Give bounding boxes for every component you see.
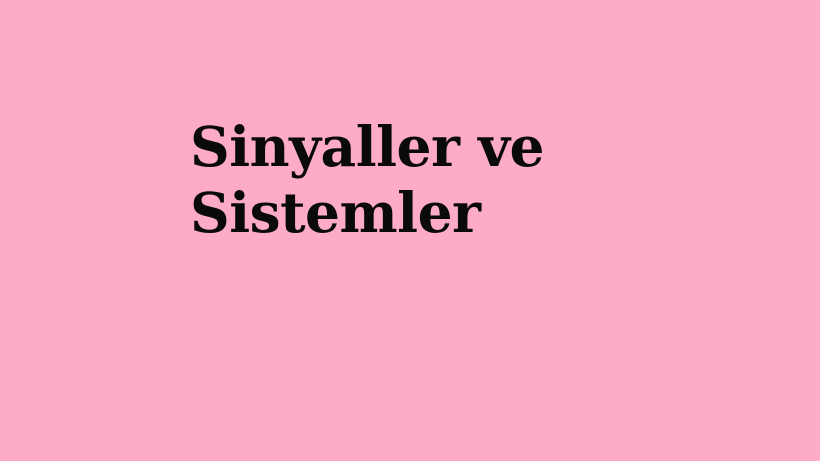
title-line-2: Sistemler bbox=[190, 180, 481, 245]
title-line-1: Sinyaller ve bbox=[190, 114, 545, 179]
slide-title bbox=[190, 114, 544, 246]
